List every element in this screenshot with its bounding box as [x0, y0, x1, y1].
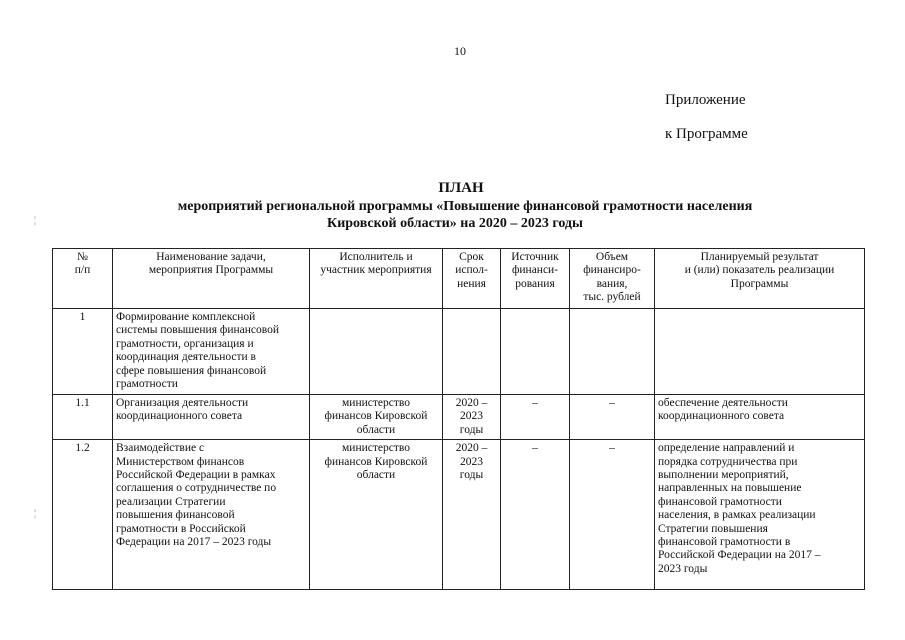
cell-line: вания,	[596, 277, 628, 290]
row-source	[501, 309, 570, 395]
row-term	[443, 395, 501, 440]
row-volume	[570, 309, 655, 395]
cell-line: 2023	[460, 455, 483, 468]
cell-line: области	[356, 469, 396, 482]
row-volume: –	[570, 395, 655, 440]
table-row	[53, 309, 865, 395]
document-subtitle-line1: мероприятий региональной программы «Повышение финансовой грамотности населения	[177, 199, 753, 214]
cell-line: участник мероприятия	[320, 264, 432, 277]
cell-line: порядка сотрудничества при	[658, 455, 798, 468]
row-term	[443, 309, 501, 395]
cell-line: 2023	[460, 410, 483, 423]
cell-line: годы	[459, 469, 484, 482]
cell-line: населения, в рамках реализации	[658, 509, 816, 522]
cell-line: Российской Федерации на 2017 –	[658, 549, 821, 562]
header-result	[655, 249, 865, 309]
row-task	[113, 440, 310, 590]
cell-line: координация деятельности в	[116, 351, 256, 364]
row-volume: –	[570, 440, 655, 590]
cell-line: Исполнитель и	[339, 251, 413, 263]
appendix-label: Приложение	[665, 92, 746, 108]
cell-line: Взаимодействие с	[116, 442, 205, 455]
cell-line: 2020 –	[455, 442, 488, 455]
cell-line: №	[77, 251, 88, 263]
cell-line: грамотности	[116, 378, 178, 391]
cell-line: определение направлений и	[658, 442, 795, 455]
cell-line: министерство	[342, 442, 410, 455]
row-task	[113, 309, 310, 395]
cell-line: 2020 –	[455, 397, 488, 409]
cell-line: Планируемый результат	[700, 251, 819, 263]
header-num	[53, 249, 113, 309]
cell-line: Источник	[511, 251, 559, 263]
cell-line: обеспечение деятельности	[658, 397, 788, 409]
row-num: 1	[53, 309, 113, 395]
row-source: –	[501, 440, 570, 590]
header-volume	[570, 249, 655, 309]
cell-line: мероприятия Программы	[148, 264, 274, 277]
row-source: –	[501, 395, 570, 440]
appendix-reference: к Программе	[665, 126, 748, 142]
row-result	[655, 309, 865, 395]
page-number: 10	[454, 44, 466, 58]
cell-line: грамотности в Российской	[116, 522, 246, 535]
cell-line: Организация деятельности	[116, 397, 249, 409]
table-header-row	[53, 249, 865, 309]
cell-line: финансов Кировской	[324, 455, 428, 468]
cell-line: Наименование задачи,	[156, 251, 266, 263]
cell-line: сфере повышения финансовой	[116, 364, 267, 377]
cell-line: финансовой грамотности	[658, 495, 782, 508]
cell-line: Программы	[730, 277, 789, 290]
cell-line: координационного совета	[116, 410, 243, 423]
row-num: 1.2	[53, 440, 113, 590]
cell-line: и (или) показатель реализации	[684, 264, 835, 277]
margin-mark: ¦	[34, 215, 37, 226]
cell-line: Министерством финансов	[116, 455, 245, 468]
cell-line: повышения финансовой	[116, 509, 235, 522]
header-term	[443, 249, 501, 309]
cell-line: направленных на повышение	[658, 482, 802, 495]
row-term	[443, 440, 501, 590]
cell-line: Российской Федерации в рамках	[116, 469, 276, 482]
margin-mark: ¦	[34, 508, 37, 519]
cell-line: Федерации на 2017 – 2023 годы	[116, 536, 272, 549]
table-row	[53, 440, 865, 590]
cell-line: финансовой грамотности в	[658, 536, 791, 549]
document-subtitle-line2: Кировской области» на 2020 – 2023 годы	[327, 216, 583, 231]
row-result	[655, 395, 865, 440]
cell-line: Стратегии повышения	[658, 522, 768, 535]
row-num: 1.1	[53, 395, 113, 440]
cell-line: финанси-	[511, 264, 559, 277]
cell-line: области	[356, 423, 396, 436]
plan-table	[52, 248, 865, 590]
document-title: ПЛАН	[438, 180, 484, 196]
row-task	[113, 395, 310, 440]
cell-line: системы повышения финансовой	[116, 324, 279, 337]
cell-line: координационного совета	[658, 410, 785, 423]
header-task	[113, 249, 310, 309]
cell-line: Объем	[595, 251, 629, 263]
cell-line: Формирование комплексной	[116, 311, 256, 323]
cell-line: тыс. рублей	[583, 291, 641, 304]
row-executor	[310, 309, 443, 395]
header-source	[501, 249, 570, 309]
cell-line: п/п	[74, 264, 91, 277]
cell-line: нения	[457, 277, 486, 290]
cell-line: выполнении мероприятий,	[658, 469, 789, 482]
row-result	[655, 440, 865, 590]
cell-line: 2023 годы	[658, 562, 708, 575]
cell-line: реализации Стратегии	[116, 495, 226, 508]
cell-line: финансов Кировской	[324, 410, 428, 423]
cell-line: рования	[515, 277, 555, 290]
cell-line: финансиро-	[583, 264, 641, 277]
row-executor	[310, 395, 443, 440]
cell-line: министерство	[342, 397, 410, 409]
header-executor	[310, 249, 443, 309]
cell-line: соглашения о сотрудничестве по	[116, 482, 277, 495]
cell-line: годы	[459, 423, 484, 436]
row-executor	[310, 440, 443, 590]
cell-line: Срок	[459, 251, 484, 263]
cell-line: грамотности, организация и	[116, 337, 254, 350]
table-row	[53, 395, 865, 440]
cell-line: испол-	[455, 264, 488, 277]
